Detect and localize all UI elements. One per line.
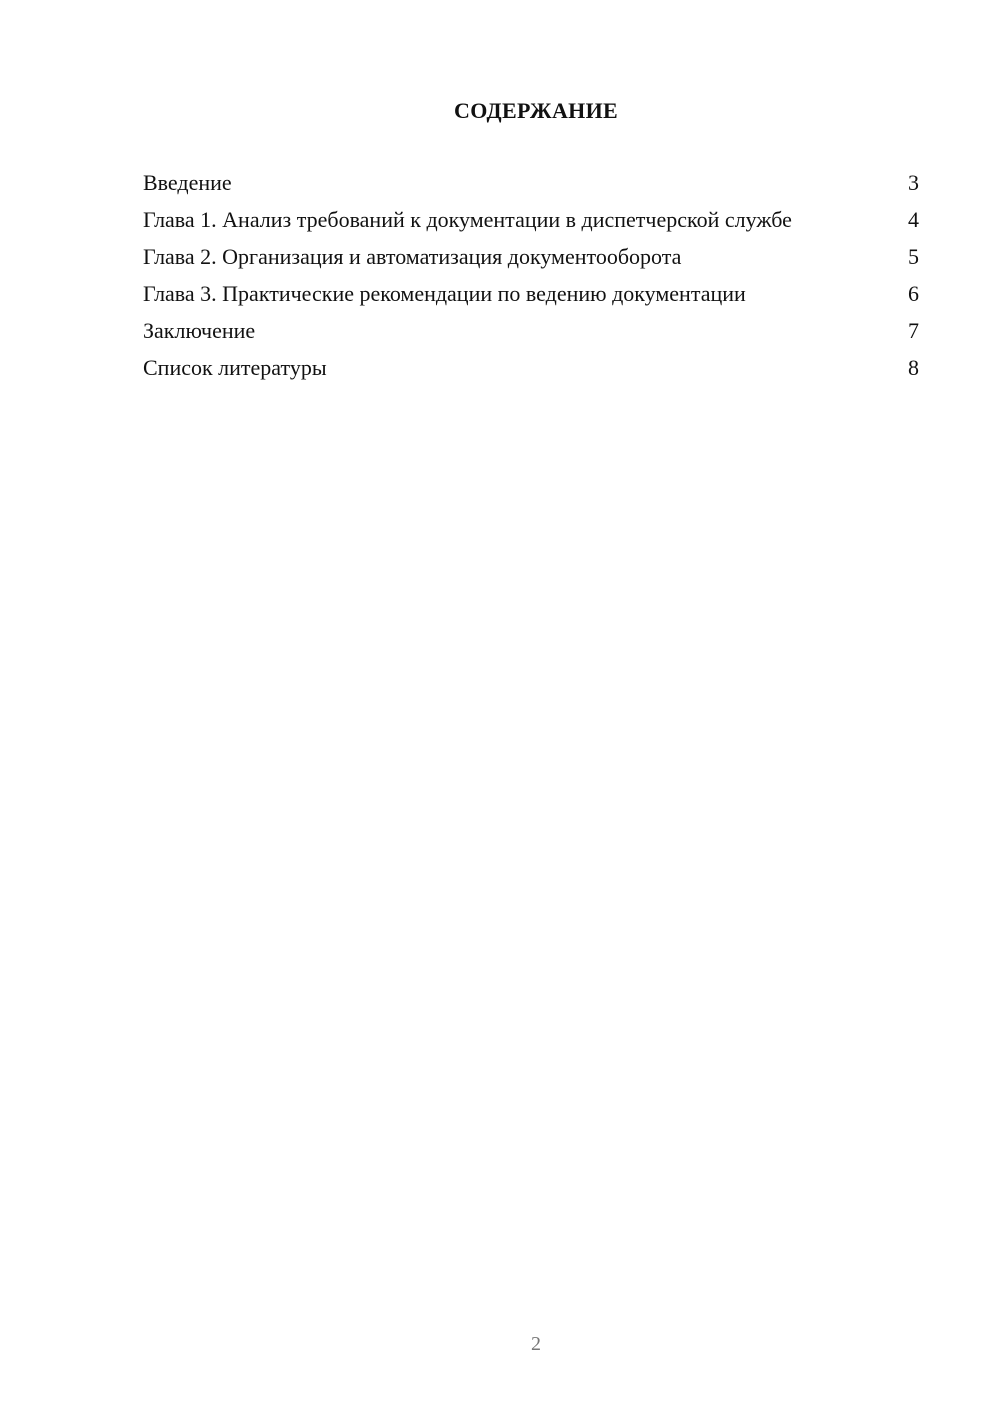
toc-entry-page: 8 (908, 355, 919, 380)
toc-entry-page: 7 (908, 318, 919, 343)
table-of-contents (143, 170, 919, 392)
toc-entry-page: 5 (908, 244, 919, 269)
toc-entry-label: Список литературы (143, 355, 327, 380)
toc-entry-label: Глава 1. Анализ требований к документации в диспетчерской службе (143, 207, 792, 232)
toc-entry-label: Глава 2. Организация и автоматизация документооборота (143, 244, 682, 269)
toc-entry-label: Заключение (143, 318, 256, 343)
toc-entry-page: 3 (908, 170, 919, 195)
toc-entry (143, 170, 919, 196)
toc-entry-page: 4 (908, 207, 919, 232)
toc-entry (143, 355, 919, 381)
toc-entry-label: Введение (143, 170, 232, 195)
toc-entry-label: Глава 3. Практические рекомендации по ведению документации (143, 281, 746, 306)
toc-entry (143, 318, 919, 344)
toc-entry (143, 207, 919, 233)
page-number: 2 (531, 1333, 541, 1355)
toc-entry-page: 6 (908, 281, 919, 306)
toc-entry (143, 244, 919, 270)
toc-entry (143, 281, 919, 307)
page-title: СОДЕРЖАНИЕ (454, 98, 618, 123)
